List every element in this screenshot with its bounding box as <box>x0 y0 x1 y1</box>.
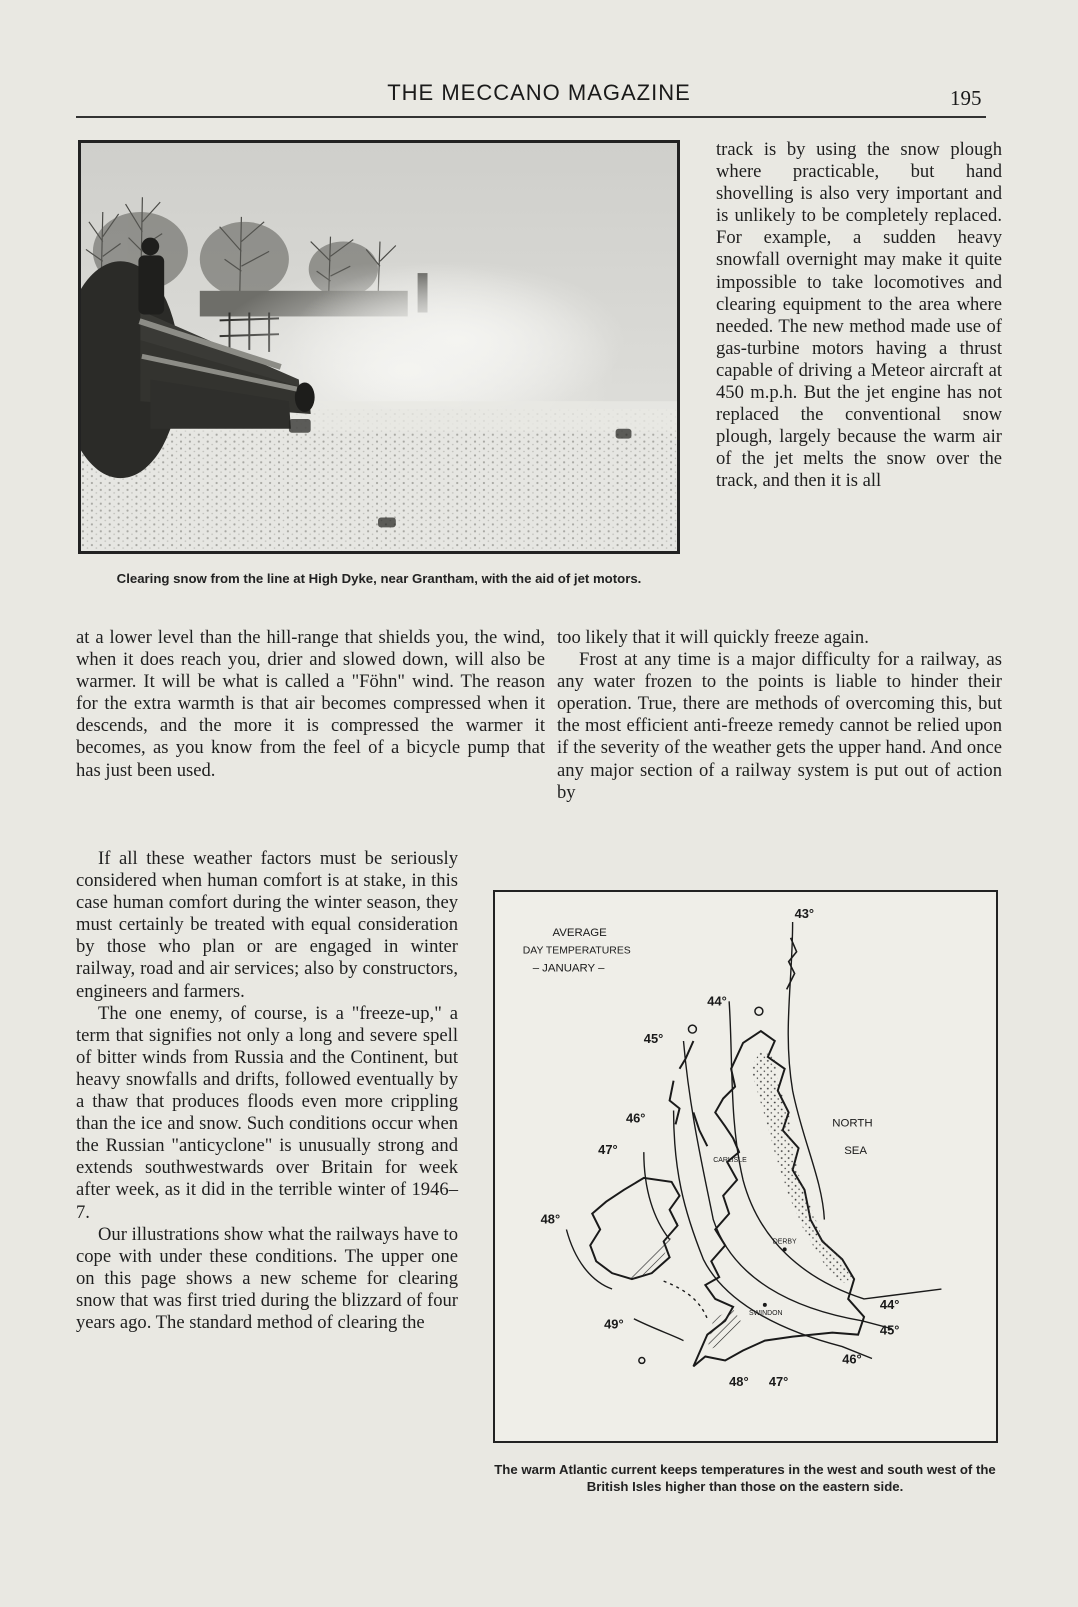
isotherm-46 <box>674 1110 872 1358</box>
label-48-south: 48° <box>729 1374 749 1390</box>
map-title-line1: AVERAGE <box>552 926 607 939</box>
paragraph: If all these weather factors must be seriously considered when human comfort is at stake, in this case human comfort during the winter season, they must certainly be treated with equal consideration by those who plan or are engaged in winter railway, road and air services; also by constructors, engineers and farmers. <box>76 848 458 1002</box>
label-derby: DERBY <box>772 1238 797 1246</box>
paragraph: track is by using the snow plough where practicable, but hand shovelling is also very important and is unlikely to be completely replaced. For example, a sudden heavy snowfall overnight may make it quite impossible to take locomotives and clearing equipment to the area where needed. The new method made use of gas-turbine motors having a thrust capable of driving a Meteor aircraft at 450 m.p.h. But the jet engine has not replaced the conventional snow plough, largely because the warm air of the jet melts the snow over the track, and then it is all <box>716 139 1002 492</box>
label-47-south: 47° <box>768 1374 789 1390</box>
text-column-mid <box>557 627 1002 804</box>
isotherm-49 <box>634 1319 684 1341</box>
label-46-south: 46° <box>842 1351 862 1367</box>
label-47-west: 47° <box>598 1142 618 1158</box>
paragraph: too likely that it will quickly freeze again. <box>557 627 869 648</box>
text-column-left-top <box>76 627 545 782</box>
label-45-east: 45° <box>879 1322 900 1338</box>
label-49: 49° <box>604 1316 624 1332</box>
text-column-right-top <box>716 139 1002 493</box>
photo-caption: Clearing snow from the line at High Dyke, near Grantham, with the aid of jet motors. <box>116 571 642 586</box>
label-44-east: 44° <box>879 1296 900 1312</box>
temperature-map-drawing <box>495 892 996 1441</box>
label-44-north: 44° <box>707 993 727 1009</box>
label-43: 43° <box>794 905 815 921</box>
label-swindon: SWINDON <box>748 1309 783 1317</box>
ireland-outline <box>590 1178 679 1279</box>
isotherm-47 <box>644 1152 670 1239</box>
isotherm-48 <box>566 1229 612 1289</box>
map-title-line2: DAY TEMPERATURES <box>522 945 631 957</box>
snow-clearing-photo <box>78 140 680 554</box>
map-caption: The warm Atlantic current keeps temperatures in the west and south west of the British Isles higher than those on the eastern side. <box>494 1462 996 1494</box>
text-column-left-bottom <box>76 848 458 1334</box>
header-rule <box>76 116 986 118</box>
paragraph: Frost at any time is a major difficulty for a railway, as any water frozen to the points is liable to hinder their operation. True, there are methods of overcoming this, but the most efficient anti-freeze remedy cannot be relied upon if the severity of the weather gets the upper hand. And once any major section of a railway system is put out of action by <box>557 649 1002 803</box>
label-48-west: 48° <box>540 1211 561 1227</box>
paragraph: Our illustrations show what the railways have to cope with under these conditions. The upper one on this page shows a new scheme for clearing snow that was first tried during the blizzard of four years ago. The standard method of clearing the <box>76 1223 458 1333</box>
label-45-north: 45° <box>643 1030 664 1046</box>
snow-clearing-photo-image <box>81 143 677 551</box>
paragraph: at a lower level than the hill-range that shields you, the wind, when it does reach you, drier and slowed down, will also be warmer. It will be what is called a "Föhn" wind. The reason for the extra warmth is that air becomes compressed when it descends, and the more it is compressed the warmer it becomes, as you know from the feel of a bicycle pump that has just been used. <box>76 627 545 781</box>
label-sea: SEA <box>844 1145 868 1158</box>
label-46-north: 46° <box>625 1110 646 1126</box>
paragraph: The one enemy, of course, is a "freeze-up," a term that signifies not only a long and severe spell of bitter winds from Russia and the Continent, but heavy snowfalls and drifts, followed eventually by a thaw that produces floods even more crippling than the ice and snow. Such conditions occur when the Russian "anticyclone" is unusually strong and extends southwestwards over Britain for week after week, as it did in the terrible winter of 1946–7. <box>76 1002 458 1223</box>
magazine-title: THE MECCANO MAGAZINE <box>387 80 691 105</box>
label-north: NORTH <box>832 1117 873 1130</box>
page-number: 195 <box>950 86 982 110</box>
temperature-map <box>493 890 998 1443</box>
label-carlisle: CARLISLE <box>713 1157 747 1165</box>
map-title-line3: – JANUARY – <box>532 962 605 975</box>
